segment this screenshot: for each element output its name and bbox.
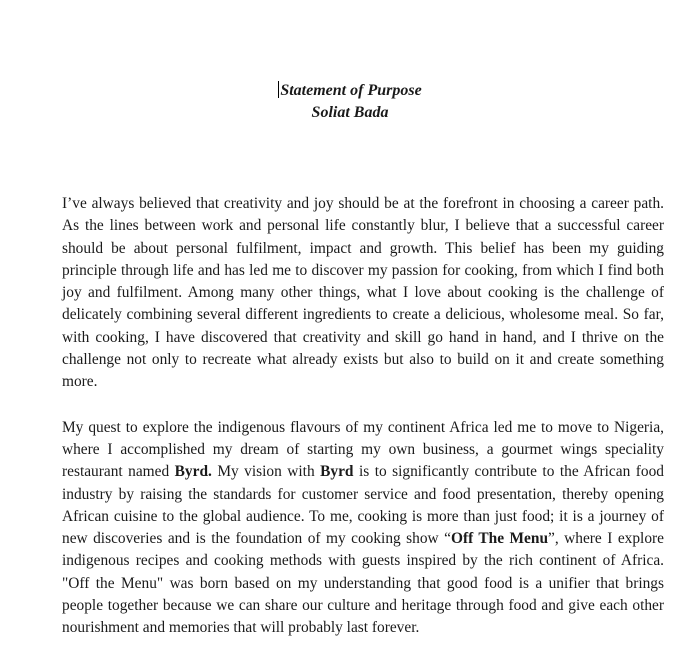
restaurant-name-bold: Byrd. xyxy=(174,463,212,481)
p2-text-4: ”, where I explore indigenous recipes and cooking methods with guests inspired by the rich continent of Africa. "Off the Menu" was born based on my understanding that good food is a unifier that brings people together because we can share our culture and heritage through food and give each other nourishment and memories that will probably last forever. xyxy=(62,530,664,637)
p2-text-3: is to significantly contribute to the African food industry by raising the standards for customer service and food presentation, thereby opening African cuisine to the global audience. To me, cooking is more than just food; it is a journey of new discoveries and is the foundation of my cooking show “ xyxy=(62,463,664,548)
restaurant-name-bold-2: Byrd xyxy=(320,463,354,481)
document-body xyxy=(62,193,664,663)
p2-text-1: My quest to explore the indigenous flavours of my continent Africa led me to move to Nigeria, where I accomplished my dream of starting my own business, a gourmet wings speciality restaurant named xyxy=(62,418,664,481)
paragraph-2 xyxy=(62,417,664,640)
paragraph-1: I’ve always believed that creativity and joy should be at the forefront in choosing a career path. As the lines between work and personal life constantly blur, I believe that a successful career should be about personal fulfilment, impact and growth. This belief has been my guiding principle through life and has led me to discover my passion for cooking, from which I find both joy and fulfilment. Among many other things, what I love about cooking is the challenge of delicately combining several different ingredients to create a delicious, wholesome meal. So far, with cooking, I have discovered that creativity and skill go hand in hand, and I thrive on the challenge not only to recreate what already exists but also to build on it and create something more. xyxy=(62,195,664,391)
document-author: Soliat Bada xyxy=(311,104,389,121)
show-name-bold: Off The Menu xyxy=(450,530,549,548)
document-title-line xyxy=(0,80,700,102)
document-title: Statement of Purpose xyxy=(280,82,422,99)
p2-text-2: My vision with xyxy=(211,463,321,481)
title-block xyxy=(0,80,700,124)
